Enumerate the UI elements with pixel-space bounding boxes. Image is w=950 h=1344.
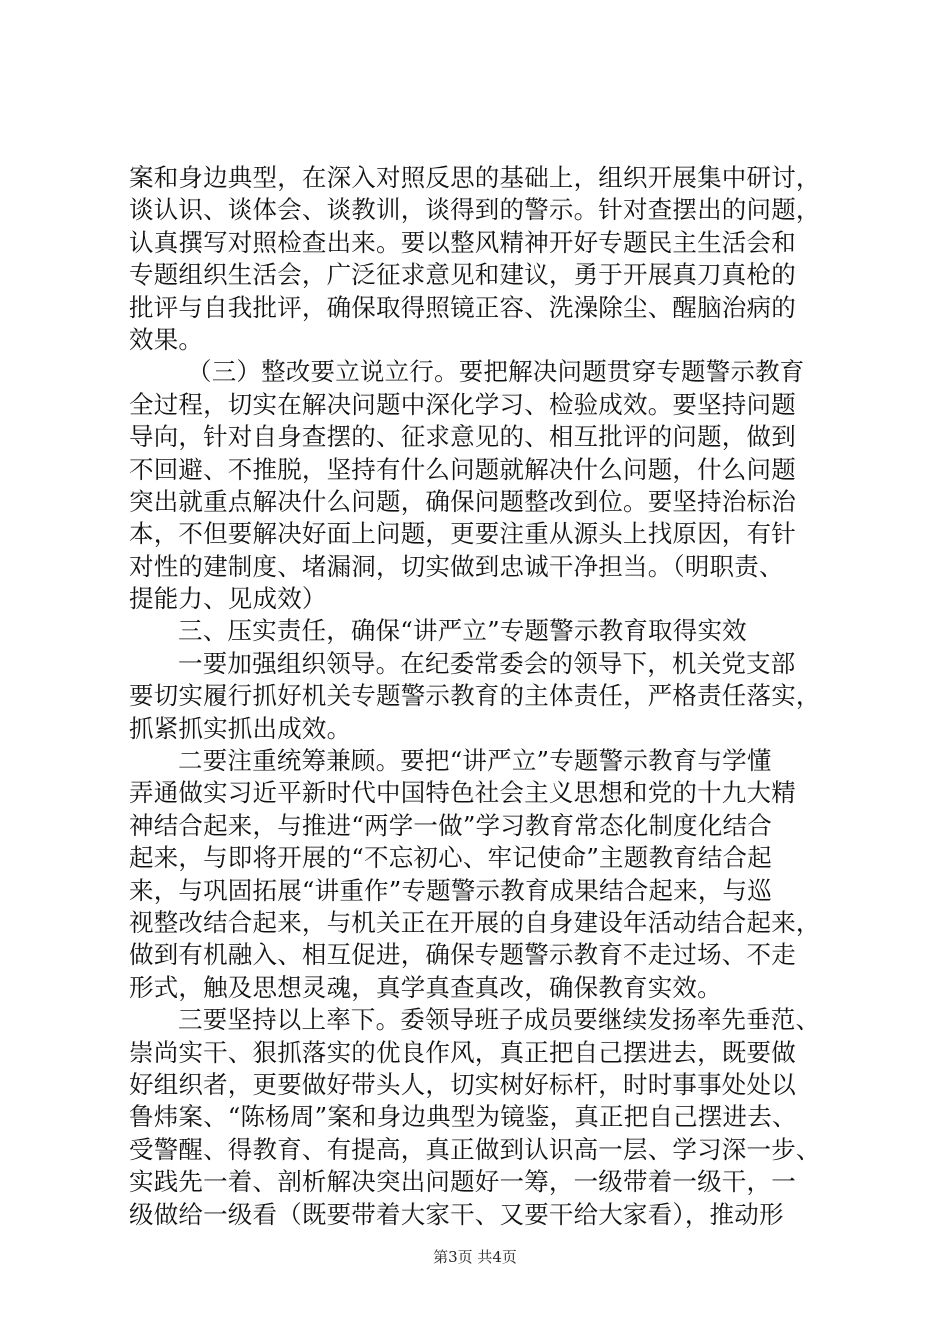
text-line: 本，不但要解决好面上问题，更要注重从源头上找原因，有针	[129, 519, 796, 549]
text-line: 好组织者，更要做好带头人，切实树好标杆，时时事事处处以	[129, 1069, 796, 1099]
page-footer	[0, 1247, 950, 1267]
text-line: 神结合起来，与推进“两学一做”学习教育常态化制度化结合	[129, 810, 772, 840]
text-line: 效果。	[129, 324, 204, 354]
text-line: 做到有机融入、相互促进，确保专题警示教育不走过场、不走	[129, 940, 796, 970]
text-line: 受警醒、得教育、有提高，真正做到认识高一层、学习深一步、	[129, 1134, 821, 1164]
text-line: 起来，与即将开展的“不忘初心、牢记使命”主题教育结合起	[129, 843, 772, 873]
text-line: 级做给一级看（既要带着大家干、又要干给大家看），推动形	[129, 1199, 784, 1229]
text-line: 批评与自我批评，确保取得照镜正容、洗澡除尘、醒脑治病的	[129, 292, 796, 322]
text-line: 崇尚实干、狠抓落实的优良作风，真正把自己摆进去，既要做	[129, 1037, 796, 1067]
text-line: 专题组织生活会，广泛征求意见和建议，勇于开展真刀真枪的	[129, 260, 796, 290]
paragraph-start: 三要坚持以上率下。委领导班子成员要继续发扬率先垂范、	[178, 1005, 821, 1035]
paragraph-start: 二要注重统筹兼顾。要把“讲严立”专题警示教育与学懂	[178, 746, 772, 776]
page-number: 第3页 共4页	[433, 1248, 517, 1266]
text-line: 导向，针对自身查摆的、征求意见的、相互批评的问题，做到	[129, 422, 796, 452]
text-line: 对性的建制度、堵漏洞，切实做到忠诚干净担当。（明职责、	[129, 551, 784, 581]
text-line: 不回避、不推脱，坚持有什么问题就解决什么问题，什么问题	[129, 454, 796, 484]
text-line: 抓紧抓实抓出成效。	[129, 713, 352, 743]
text-line: 来，与巩固拓展“讲重作”专题警示教育成果结合起来，与巡	[129, 875, 772, 905]
text-line: 提能力、见成效）	[129, 584, 327, 614]
text-line: 要切实履行抓好机关专题警示教育的主体责任，严格责任落实，	[129, 681, 821, 711]
section-heading-main: 三、压实责任，确保“讲严立”专题警示教育取得实效	[178, 616, 747, 646]
paragraph-start: 一要加强组织领导。在纪委常委会的领导下，机关党支部	[178, 648, 796, 678]
text-line: 视整改结合起来，与机关正在开展的自身建设年活动结合起来，	[129, 907, 821, 937]
text-line: 形式，触及思想灵魂，真学真查真改，确保教育实效。	[129, 972, 722, 1002]
text-line: 实践先一着、剖析解决突出问题好一筹，一级带着一级干，一	[129, 1167, 796, 1197]
text-line: 认真撰写对照检查出来。要以整风精神开好专题民主生活会和	[129, 227, 796, 257]
text-line: 突出就重点解决什么问题，确保问题整改到位。要坚持治标治	[129, 486, 796, 516]
section-heading-3: （三）整改要立说立行。要把解决问题贯穿专题警示教育	[187, 357, 805, 387]
text-line: 弄通做实习近平新时代中国特色社会主义思想和党的十九大精	[129, 778, 796, 808]
document-body	[129, 162, 829, 1231]
text-line: 谈认识、谈体会、谈教训，谈得到的警示。针对查摆出的问题，	[129, 195, 821, 225]
text-line: 全过程，切实在解决问题中深化学习、检验成效。要坚持问题	[129, 389, 796, 419]
text-line: 案和身边典型，在深入对照反思的基础上，组织开展集中研讨，	[129, 163, 821, 192]
text-line: 鲁炜案、“陈杨周”案和身边典型为镜鉴，真正把自己摆进去、	[129, 1102, 797, 1132]
